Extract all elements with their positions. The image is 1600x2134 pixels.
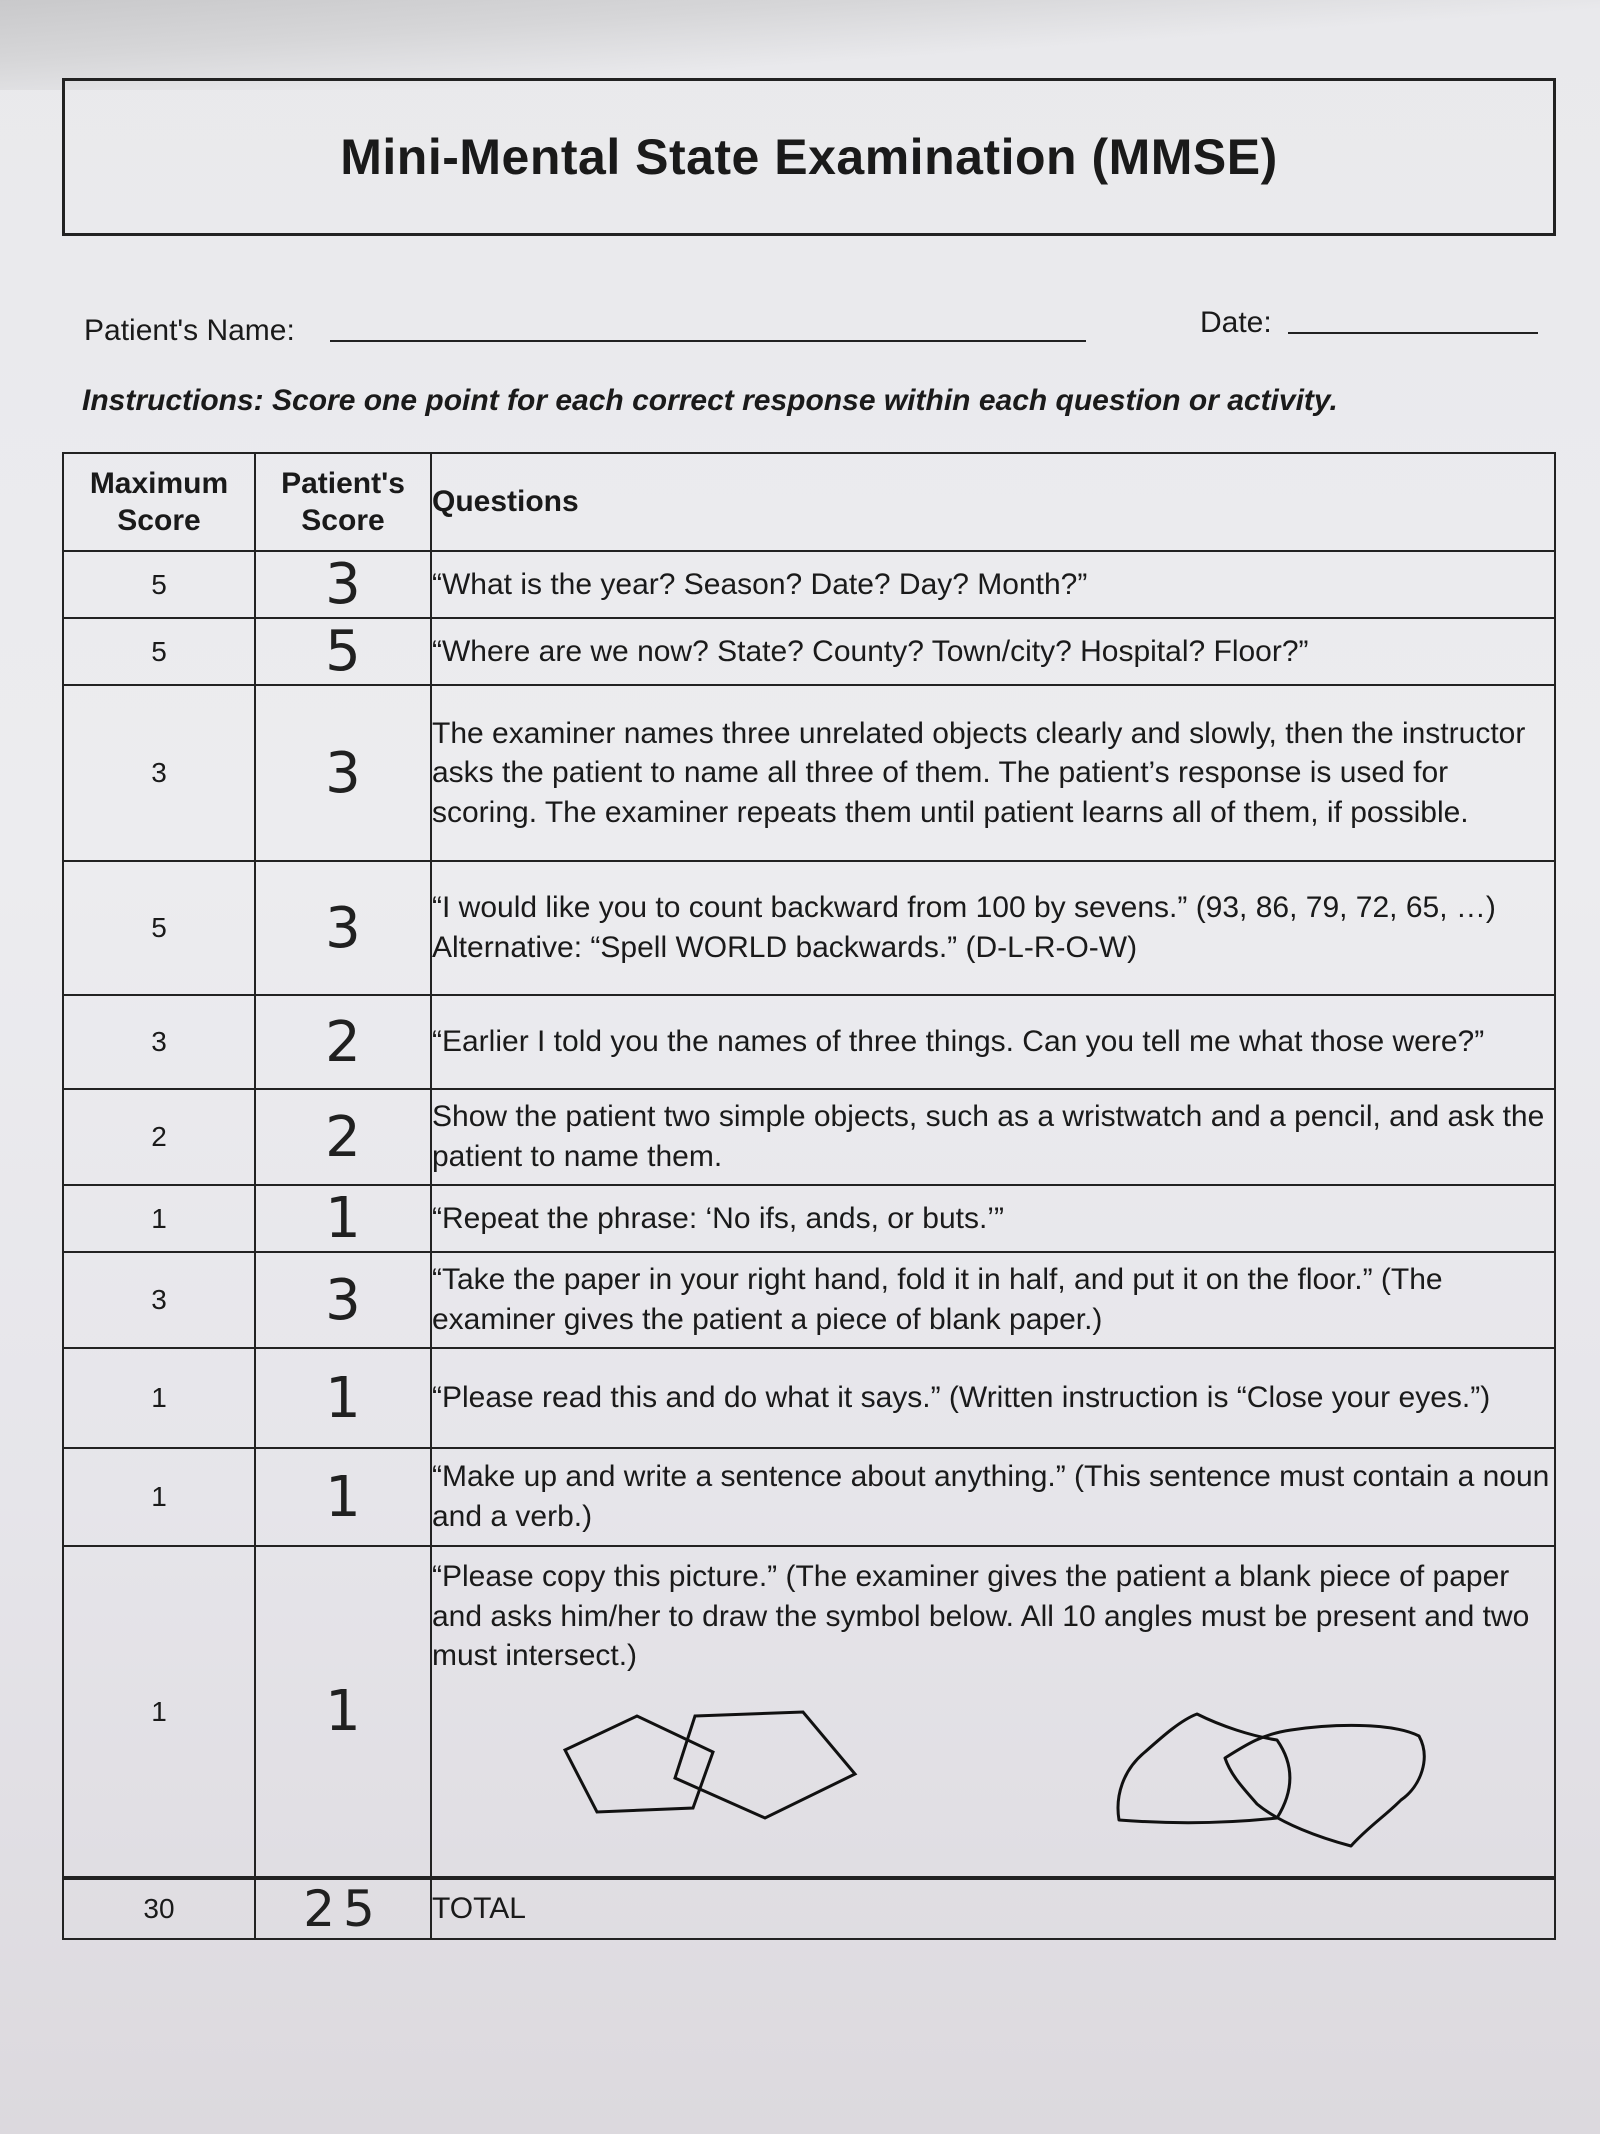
question-cell: “Make up and write a sentence about anything.” (This sentence must contain a noun and a verb.) [431, 1448, 1555, 1546]
reference-pentagons-figure [545, 1700, 875, 1830]
question-cell: “What is the year? Season? Date? Day? Month?” [431, 551, 1555, 618]
max-score-cell: 1 [63, 1546, 255, 1878]
table-row [63, 995, 1555, 1089]
table-row [63, 618, 1555, 685]
table-row [63, 551, 1555, 618]
patient-name-label: Patient's Name: [84, 314, 295, 347]
max-score-cell: 2 [63, 1089, 255, 1185]
max-score-cell: 5 [63, 618, 255, 685]
max-score-cell: 1 [63, 1185, 255, 1252]
patient-score-cell[interactable]: 3 [255, 551, 431, 618]
total-row [63, 1878, 1555, 1939]
table-row [63, 1448, 1555, 1546]
max-score-cell: 3 [63, 685, 255, 861]
question-cell: “Where are we now? State? County? Town/city? Hospital? Floor?” [431, 618, 1555, 685]
question-cell: “Take the paper in your right hand, fold it in half, and put it on the floor.” (The examiner gives the patient a piece of blank paper.) [431, 1252, 1555, 1348]
patient-score-header: Patient's Score [255, 453, 431, 551]
patient-drawn-pentagons-figure [1101, 1700, 1441, 1850]
patient-score-cell[interactable]: 3 [255, 861, 431, 995]
max-score-header: Maximum Score [63, 453, 255, 551]
table-row [63, 1185, 1555, 1252]
max-score-cell: 1 [63, 1448, 255, 1546]
question-cell: “Earlier I told you the names of three things. Can you tell me what those were?” [431, 995, 1555, 1089]
table-row [63, 861, 1555, 995]
patient-score-cell[interactable]: 1 [255, 1348, 431, 1448]
table-row [63, 1348, 1555, 1448]
max-score-cell: 3 [63, 1252, 255, 1348]
total-label: TOTAL [431, 1878, 1555, 1939]
title-box [62, 78, 1556, 236]
max-score-cell: 3 [63, 995, 255, 1089]
patient-score-cell[interactable]: 3 [255, 1252, 431, 1348]
instructions-text: Instructions: Score one point for each correct response within each question or activity. [82, 384, 1338, 417]
question-cell: The examiner names three unrelated objects clearly and slowly, then the instructor asks the patient to name all three of them. The patient’s response is used for scoring. The examiner repeats them until patient learns all of them, if possible. [431, 685, 1555, 861]
question-cell [431, 861, 1555, 995]
patient-score-cell[interactable]: 2 [255, 995, 431, 1089]
table-row [63, 1546, 1555, 1878]
table-row [63, 1089, 1555, 1185]
question-text: “Please copy this picture.” (The examiner gives the patient a blank piece of paper and asks him/her to draw the symbol below. All 10 angles must be present and two must intersect.) [432, 1560, 1530, 1673]
patient-score-cell[interactable]: 5 [255, 618, 431, 685]
max-score-cell: 5 [63, 551, 255, 618]
table-row [63, 1252, 1555, 1348]
question-text: “I would like you to count backward from 100 by sevens.” (93, 86, 79, 72, 65, …) [432, 891, 1496, 925]
questions-header: Questions [431, 453, 1555, 551]
question-cell [431, 1546, 1555, 1878]
page-title: Mini-Mental State Examination (MMSE) [340, 129, 1278, 185]
question-cell: “Please read this and do what it says.” (Written instruction is “Close your eyes.”) [431, 1348, 1555, 1448]
total-max-score: 30 [63, 1878, 255, 1939]
question-cell: Show the patient two simple objects, such as a wristwatch and a pencil, and ask the patient to name them. [431, 1089, 1555, 1185]
patient-name-field[interactable] [330, 340, 1086, 342]
patient-score-cell[interactable]: 3 [255, 685, 431, 861]
patient-score-cell[interactable]: 1 [255, 1448, 431, 1546]
patient-score-cell[interactable]: 2 [255, 1089, 431, 1185]
copy-figures [432, 1700, 1554, 1850]
patient-score-cell[interactable]: 1 [255, 1185, 431, 1252]
date-field[interactable] [1288, 332, 1538, 334]
question-alternative-text: Alternative: “Spell WORLD backwards.” (D-L-R-O-W) [432, 931, 1138, 964]
table-row [63, 685, 1555, 861]
paper-edge-shadow [0, 0, 1600, 90]
total-patient-score[interactable]: 25 [255, 1878, 431, 1939]
patient-score-cell[interactable]: 1 [255, 1546, 431, 1878]
max-score-cell: 1 [63, 1348, 255, 1448]
table-header-row [63, 453, 1555, 551]
max-score-cell: 5 [63, 861, 255, 995]
date-label: Date: [1200, 306, 1272, 339]
mmse-table [62, 452, 1556, 1940]
question-cell: “Repeat the phrase: ‘No ifs, ands, or buts.’” [431, 1185, 1555, 1252]
